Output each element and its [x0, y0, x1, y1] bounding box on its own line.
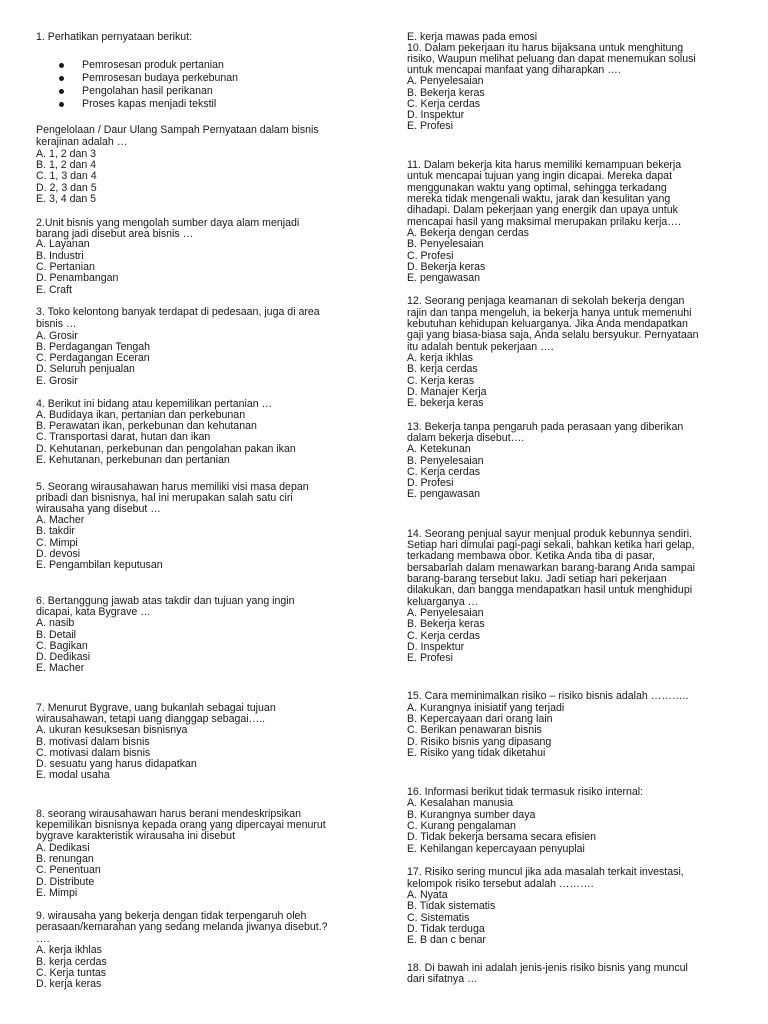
text-line: D. 2, 3 dan 5 [36, 182, 97, 194]
bullet-text: Pemrosesan produk pertanian [82, 59, 224, 71]
text-line: D. Dedikasi [36, 651, 91, 663]
text-line: A. 1, 2 dan 3 [36, 148, 97, 160]
text-line: D. kerja keras [36, 978, 102, 990]
text-line: A. Layanan [36, 238, 90, 250]
text-line: …. [36, 933, 50, 945]
text-line: A. Nyata [407, 889, 448, 901]
text-line: dihadapi. Dalam pekerjaan yang energik dan upaya untuk [407, 204, 678, 216]
text-line: C. Kerja keras [407, 375, 475, 387]
text-line: A. Penyelesaian [407, 75, 484, 87]
text-line: B. kerja cerdas [407, 363, 478, 375]
text-line: dicapai, kata Bygrave … [36, 606, 151, 618]
text-line: keluarganya … [407, 596, 479, 608]
text-line: dilakukan, dan bangga mendapatkan hasil untuk menghidupi [407, 584, 693, 596]
text-line: E. bekerja keras [407, 397, 484, 409]
text-line: Setiap hari dimulai pagi-pagi sekali, bahkan ketika hari gelap, [407, 539, 695, 551]
text-line: C. Pertanian [36, 261, 95, 273]
text-line: A. Kurangnya inisiatif yang terjadi [407, 702, 565, 714]
text-line: C. Perdagangan Eceran [36, 352, 150, 364]
text-line: D. Inspektur [407, 109, 465, 121]
text-line: D. Risiko bisnis yang dipasang [407, 736, 552, 748]
text-line: C. Kerja cerdas [407, 466, 481, 478]
text-line: mereka tidak mengenali waktu, jarak dan kesulitan yang [407, 193, 671, 205]
text-line: 16. Informasi berikut tidak termasuk risiko internal: [407, 786, 644, 798]
text-line: kebutuhan kehidupan keluarganya. Jika Anda mendapatkan [407, 318, 688, 330]
text-line: A. Grosir [36, 330, 78, 342]
text-line: dalam bekerja disebut…. [407, 432, 525, 444]
text-line: C. Kerja cerdas [407, 98, 481, 110]
bullet-text: Pengolahan hasil perikanan [82, 85, 213, 97]
text-line: B. Bekerja keras [407, 618, 485, 630]
text-line: 4. Berikut ini bidang atau kepemilikan pertanian … [36, 398, 273, 410]
text-line: D. sesuatu yang harus didapatkan [36, 758, 197, 770]
text-line: B. Penyelesaian [407, 238, 484, 250]
text-line: E. Kehutanan, perkebunan dan pertanian [36, 454, 230, 466]
text-line: D. Manajer Kerja [407, 386, 487, 398]
text-line: D. Penambangan [36, 272, 119, 284]
text-line: B. Perawatan ikan, perkebunan dan kehutanan [36, 420, 257, 432]
text-line: bisnis … [36, 318, 77, 330]
text-line: D. devosi [36, 548, 81, 560]
text-line: 12. Seorang penjaga keamanan di sekolah bekerja dengan [407, 295, 685, 307]
text-line: terkadang membawa obor. Ketika Anda tiba di pasar, [407, 550, 655, 562]
text-line: barang-barang tersebut laku. Jadi setiap hari pekerjaan [407, 573, 667, 585]
text-line: 10. Dalam pekerjaan itu harus bijaksana untuk menghitung [407, 42, 684, 54]
text-line: E. Risiko yang tidak diketahui [407, 747, 546, 759]
text-line: C. Kerja cerdas [407, 630, 481, 642]
text-line: pribadi dan bisnisnya, hal ini merupakan salah satu ciri [36, 492, 293, 504]
bullet-dot-icon [59, 102, 64, 107]
text-line: A. Macher [36, 514, 85, 526]
text-line: B. Kepercayaan dari orang lain [407, 713, 553, 725]
text-line: 2.Unit bisnis yang mengolah sumber daya alam menjadi [36, 217, 300, 229]
text-line: C. motivasi dalam bisnis [36, 747, 151, 759]
text-line: A. nasib [36, 617, 75, 629]
text-line: E. Craft [36, 284, 72, 296]
text-line: E. B dan c benar [407, 934, 486, 946]
text-line: untuk mencapai manfaat yang diharapkan …. [407, 64, 621, 76]
text-line: untuk mencapai tujuan yang ingin dicapai. Mereka dapat [407, 170, 673, 182]
text-line: D. Tidak terduga [407, 923, 485, 935]
text-line: B. Industri [36, 250, 84, 262]
text-line: D. Bekerja keras [407, 261, 486, 273]
text-line: wirausaha yang disebut … [36, 503, 161, 515]
text-line: A. Dedikasi [36, 842, 90, 854]
text-line: 9. wirausaha yang bekerja dengan tidak terpengaruh oleh [36, 910, 307, 922]
text-line: 8. seorang wirausahawan harus berani mendeskripsikan [36, 808, 301, 820]
text-line: C. Profesi [407, 250, 454, 262]
text-line: E. pengawasan [407, 272, 481, 284]
text-line: C. Mimpi [36, 537, 78, 549]
text-line: E. modal usaha [36, 769, 110, 781]
text-line: bygrave karakteristik wirausaha ini disebut [36, 830, 236, 842]
text-line: E. pengawasan [407, 488, 481, 500]
text-line: A. kerja ikhlas [407, 352, 473, 364]
text-line: C. Transportasi darat, hutan dan ikan [36, 431, 211, 443]
bullet-item [82, 73, 238, 84]
text-line: kerajinan adalah … [36, 136, 128, 148]
text-line: mencapai hasil yang maksimal merupakan prilaku kerja…. [407, 216, 681, 228]
text-line: B. renungan [36, 853, 94, 865]
text-line: C. 1, 3 dan 4 [36, 170, 97, 182]
text-line: B. Kurangnya sumber daya [407, 809, 536, 821]
text-line: Pengelolaan / Daur Ulang Sampah Pernyataan dalam bisnis [36, 124, 319, 136]
text-line: menggunakan waktu yang optimal, sehingga terkadang [407, 182, 667, 194]
text-line: B. Bekerja keras [407, 87, 485, 99]
text-line: gaji yang biasa-biasa saja, Anda selalu bersyukur. Pernyataan [407, 329, 699, 341]
text-line: C. Kerja tuntas [36, 967, 107, 979]
text-line: B. 1, 2 dan 4 [36, 159, 97, 171]
text-line: D. Profesi [407, 477, 454, 489]
text-line: 18. Di bawah ini adalah jenis-jenis risiko bisnis yang muncul [407, 962, 688, 974]
bullet-item [82, 60, 224, 71]
bullet-dot-icon [59, 63, 64, 68]
text-line: B. Penyelesaian [407, 455, 484, 467]
text-line: E. Kehilangan kepercayaan penyuplai [407, 843, 585, 855]
text-line: E. Grosir [36, 375, 78, 387]
text-line: A. ukuran kesuksesan bisnisnya [36, 724, 188, 736]
text-line: B. Detail [36, 629, 77, 641]
text-line: A. Kesalahan manusia [407, 797, 514, 809]
text-line: B. Perdagangan Tengah [36, 341, 151, 353]
text-line: itu adalah bentuk pekerjaan …. [407, 341, 554, 353]
text-line: A. Penyelesaian [407, 607, 484, 619]
text-line: bersabarlah dalam menawarkan barang-barang Anda sampai [407, 562, 695, 574]
bullet-text: Proses kapas menjadi tekstil [82, 98, 217, 110]
text-line: C. Berikan penawaran bisnis [407, 724, 542, 736]
text-line: A. Ketekunan [407, 443, 471, 455]
text-line: E. Profesi [407, 120, 453, 132]
text-line: perasaan/kemarahan yang sedang melanda jiwanya disebut.? [36, 921, 328, 933]
bullet-item [82, 99, 216, 110]
text-line: 17. Risiko sering muncul jika ada masalah terkait investasi, [407, 866, 684, 878]
text-line: D. Inspektur [407, 641, 465, 653]
text-line: 7. Menurut Bygrave, uang bukanlah sebagai tujuan [36, 702, 276, 714]
text-line: kelompok risiko tersebut adalah ………. [407, 878, 594, 890]
text-line: kepemilikan bisnisnya kepada orang yang dipercayai menurut [36, 819, 326, 831]
text-line: D. Distribute [36, 876, 95, 888]
text-line: rajin dan tanpa mengeluh, ia bekerja hanya untuk memenuhi [407, 307, 692, 319]
text-line: A. kerja ikhlas [36, 944, 102, 956]
text-line: B. Tidak sistematis [407, 900, 496, 912]
text-line: D. Tidak bekerja bersama secara efisien [407, 831, 597, 843]
text-line: 11. Dalam bekerja kita harus memiliki kemampuan bekerja [407, 159, 682, 171]
text-line: risiko, Waupun melihat peluang dan dapat menemukan solusi [407, 53, 696, 65]
text-line: E. 3, 4 dan 5 [36, 193, 97, 205]
text-line: E. kerja mawas pada emosi [407, 31, 538, 43]
text-line: E. Mimpi [36, 887, 78, 899]
text-line: C. Penentuan [36, 864, 101, 876]
text-line: B. kerja cerdas [36, 956, 107, 968]
text-line: 15. Cara meminimalkan risiko – risiko bisnis adalah ……….. [407, 690, 689, 702]
text-line: barang jadi disebut area bisnis … [36, 228, 194, 240]
text-line: E. Macher [36, 662, 85, 674]
text-line: 13. Bekerja tanpa pengaruh pada perasaan yang diberikan [407, 421, 684, 433]
text-line: E. Profesi [407, 652, 453, 664]
text-line: 5. Seorang wirausahawan harus memiliki visi masa depan [36, 481, 309, 493]
text-line: B. motivasi dalam bisnis [36, 736, 150, 748]
text-line: 14. Seorang penjual sayur menjual produk kebunnya sendiri. [407, 528, 693, 540]
text-line: A. Bekerja dengan cerdas [407, 227, 529, 239]
text-line: C. Bagikan [36, 640, 88, 652]
text-line: C. Kurang pengalaman [407, 820, 516, 832]
text-line: 6. Bertanggung jawab atas takdir dan tujuan yang ingin [36, 595, 295, 607]
text-line: D. Seluruh penjualan [36, 363, 135, 375]
text-line: 3. Toko kelontong banyak terdapat di pedesaan, juga di area [36, 306, 320, 318]
text-line: 1. Perhatikan pernyataan berikut: [36, 31, 193, 43]
text-line: C. Sistematis [407, 912, 470, 924]
text-line: D. Kehutanan, perkebunan dan pengolahan pakan ikan [36, 443, 296, 455]
bullet-text: Pemrosesan budaya perkebunan [82, 72, 239, 84]
text-line: dari sifatnya … [407, 973, 478, 985]
bullet-dot-icon [59, 89, 64, 94]
text-line: A. Budidaya ikan, pertanian dan perkebunan [36, 409, 246, 421]
text-line: E. Pengambilan keputusan [36, 559, 163, 571]
bullet-item [82, 86, 213, 97]
text-line: wirausahawan, tetapi uang dianggap sebagai….. [36, 713, 266, 725]
bullet-dot-icon [59, 76, 64, 81]
text-line: B. takdir [36, 525, 75, 537]
